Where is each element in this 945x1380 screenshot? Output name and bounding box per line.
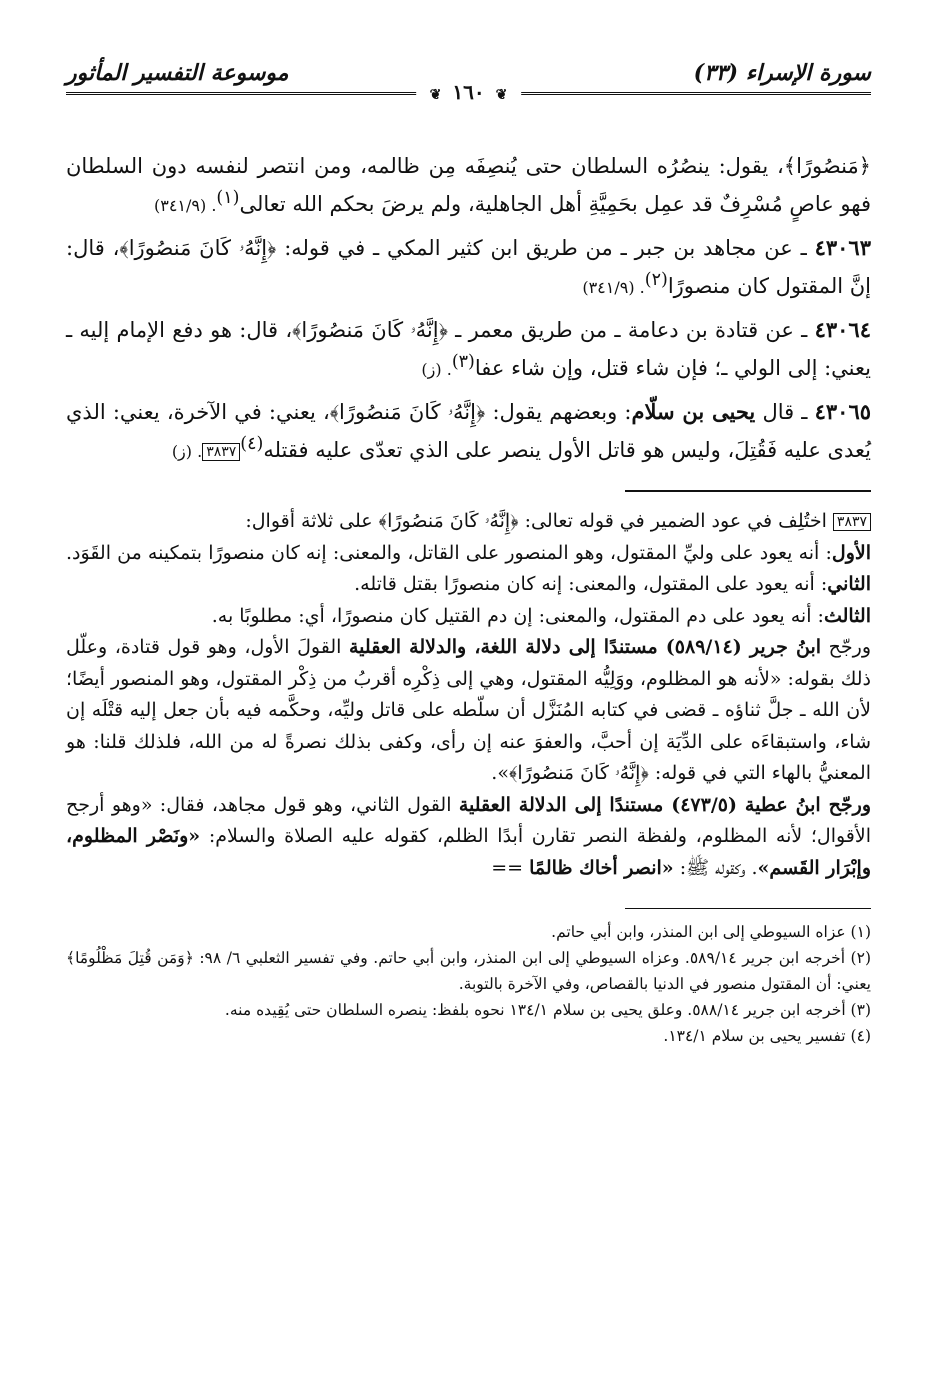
- main-text: [66, 150, 871, 468]
- page: [66, 56, 871, 1049]
- entry-text: ـ عن قتادة بن دعامة ـ من طريق معمر ـ ﴿إِنَّهُۥ كَانَ مَنصُورًا﴾، قال: هو دفع الإمام إليه ـ يعني: إلى الولي ـ؛ فإن شاء قتل، وإن شاء عفا: [66, 318, 871, 380]
- ornament-left-icon: ❦: [429, 87, 442, 103]
- commentary-intro-text: اختُلِف في عود الضمير في قوله تعالى: ﴿إِنَّهُۥ كَانَ مَنصُورًا﴾ على ثلاثة أقوال:: [245, 510, 833, 532]
- source-marker: . (ز): [421, 360, 452, 379]
- ornament-right-icon: ❦: [495, 87, 508, 103]
- scholar-name: يحيى بن سلّام: [631, 399, 756, 424]
- entry-text-prefix: ـ قال: [755, 400, 815, 424]
- footnote-marker: (٣): [451, 352, 475, 372]
- commentary: [66, 506, 871, 884]
- continuation-mark: ==: [491, 856, 530, 879]
- text: القولَ الأول، وهو قول قتادة، وعلّل ذلك بقوله: «لأنه هو المظلوم، ووَلِيُّه المقتول، وهي إلى ذِكْرِه أقربُ من ذِكْر المقتول، وهو المنصور أيضًا؛ لأن الله ـ جلَّ ثناؤه ـ قضى في كتابه المُنَزَّل أن سلّطه على قاتل وليِّه، وحكَّمه فيه بأن جعل إليه قتْلَه إن شاء، واستبقاءَه على الدِّيَة إن أحبَّ، والعفوَ عنه إن رأى، وكفى بذلك نصرةً له من الله، فلذلك قلنا: هو المعنيُّ بالهاء التي في قوله: ﴿إِنَّهُۥ كَانَ مَنصُورًا﴾».: [66, 636, 871, 784]
- entry-43064: [66, 314, 871, 386]
- footnote-separator: [625, 908, 871, 909]
- page-number-block: [416, 80, 522, 104]
- scholar-name: ابنُ عطية: [744, 793, 821, 816]
- volume-reference: (٤٧٣/٥): [663, 793, 745, 816]
- footnote-1: (١) عزاه السيوطي إلى ابن المنذر، وابن أبي حاتم.: [551, 923, 871, 941]
- opinion-first-text: : أنه يعود على وليِّ المقتول، وهو المنصور على القاتل، والمعنى: إنه كان منصورًا بتمكينه من القَوَد.: [66, 541, 832, 564]
- entry-text: ـ عن مجاهد بن جبر ـ من طريق ابن كثير المكي ـ في قوله: ﴿إِنَّهُۥ كَانَ مَنصُورًا﴾، قال: إنَّ المقتول كان منصورًا: [66, 236, 871, 298]
- entry-number: ٤٣٠٦٤: [814, 317, 871, 342]
- volume-reference: . (٣٤١/٩): [582, 278, 645, 297]
- commentary-intro: [66, 506, 871, 538]
- footnote-marker: (٤): [240, 434, 264, 454]
- evidence-basis: مستندًا إلى دلالة اللغة، والدلالة العقلية: [348, 636, 658, 658]
- commentary-ibn-jarir: [66, 632, 871, 790]
- text: القول الثاني، وهو قول مجاهد، فقال: «وهو أرجح الأقوال؛ لأنه المظلوم، ولفظة النصر تقارن أبدًا الظلم، كقوله عليه الصلاة والسلام:: [66, 793, 871, 847]
- entry-text: ﴿مَنصُورًا﴾، يقول: ينصُرُه السلطان حتى يُنصِفَه مِن ظالمه، ومن انتصر لنفسه دون السلطان فهو عاصٍ مُسْرِفٌ قد عمِل بحَمِيَّةِ أهل الجاهلية، ولم يرضَ بحكم الله تعالى: [66, 154, 871, 216]
- opinion-second-text: : أنه يعود على المقتول، والمعنى: إنه كان منصورًا بقتل قاتله.: [354, 573, 828, 595]
- entry-number: ٤٣٠٦٣: [814, 235, 871, 260]
- book-title: موسوعة التفسير المأثور: [66, 60, 289, 86]
- text: ورجّح: [820, 793, 871, 816]
- text: ورجّح: [821, 636, 871, 658]
- footnote-2: (٢) أخرجه ابن جرير ٥٨٩/١٤. وعزاه السيوطي إلى ابن المنذر، وابن أبي حاتم. وفي تفسير الثعلبي ٦/ ٩٨: ﴿وَمَن قُتِلَ مَظْلُومًا﴾ يعني: أن المقتول منصور في الدنيا بالقصاص، وفي الآخرة بالتوبة.: [66, 949, 871, 993]
- evidence-basis: مستندًا إلى الدلالة العقلية: [458, 793, 664, 816]
- footnote-4: (٤) تفسير يحيى بن سلام ١٣٤/١.: [663, 1027, 871, 1045]
- footnote-3: (٣) أخرجه ابن جرير ٥٨٨/١٤. وعلق يحيى بن سلام ١٣٤/١ نحوه بلفظ: ينصره السلطان حتى يُقِيده منه.: [224, 1001, 871, 1019]
- volume-reference: . (٣٤١/٩): [153, 196, 217, 215]
- entry-43063: [66, 232, 871, 304]
- opinion-second-label: الثاني: [827, 573, 871, 595]
- commentary-opinions: [66, 538, 871, 601]
- opinion-first-label: الأول: [831, 541, 871, 564]
- entry-number: ٤٣٠٦٥: [814, 399, 872, 424]
- entry-continued: [66, 150, 871, 222]
- footnote-marker: (٢): [644, 270, 668, 290]
- commentary-opinion-third: [66, 601, 871, 633]
- hadith-quote: «ونَصْر المظلوم، وإبْرَار القَسم»: [66, 825, 871, 879]
- page-number: ١٦٠: [452, 80, 485, 104]
- source-marker: . (ز): [171, 442, 203, 461]
- entry-43065: [66, 396, 871, 468]
- volume-reference: (٥٨٩/١٤): [657, 636, 750, 658]
- hadith-quote: «انصر أخاك ظالمًا: [529, 856, 674, 879]
- opinion-third-text: : أنه يعود على دم المقتول، والمعنى: إن دم القتيل كان منصورًا، أي: مطلوبًا به.: [211, 604, 824, 627]
- entry-text: : وبعضهم يقول: ﴿إِنَّهُۥ كَانَ مَنصُورًا﴾، يعني: في الآخرة، يعني: الذي يُعدى عليه فَقُتِلَ، وليس هو قاتل الأول ينصر على الذي تعدّى عليه فقتله: [66, 400, 871, 462]
- commentary-number-box: ٣٨٣٧: [833, 513, 871, 531]
- running-header: [66, 56, 871, 104]
- text: . وكقوله ﷺ:: [673, 856, 758, 879]
- opinion-third-label: الثالث: [823, 604, 871, 627]
- scholar-name: ابنُ جرير: [749, 636, 822, 658]
- commentary-separator: [625, 490, 871, 492]
- surah-title: سورة الإسراء (٣٣): [693, 60, 871, 86]
- commentary-ref-box: ٣٨٣٧: [202, 443, 240, 461]
- footnotes: [66, 919, 871, 1049]
- commentary-ibn-atiyya: [66, 790, 871, 885]
- footnote-marker: (١): [216, 188, 240, 208]
